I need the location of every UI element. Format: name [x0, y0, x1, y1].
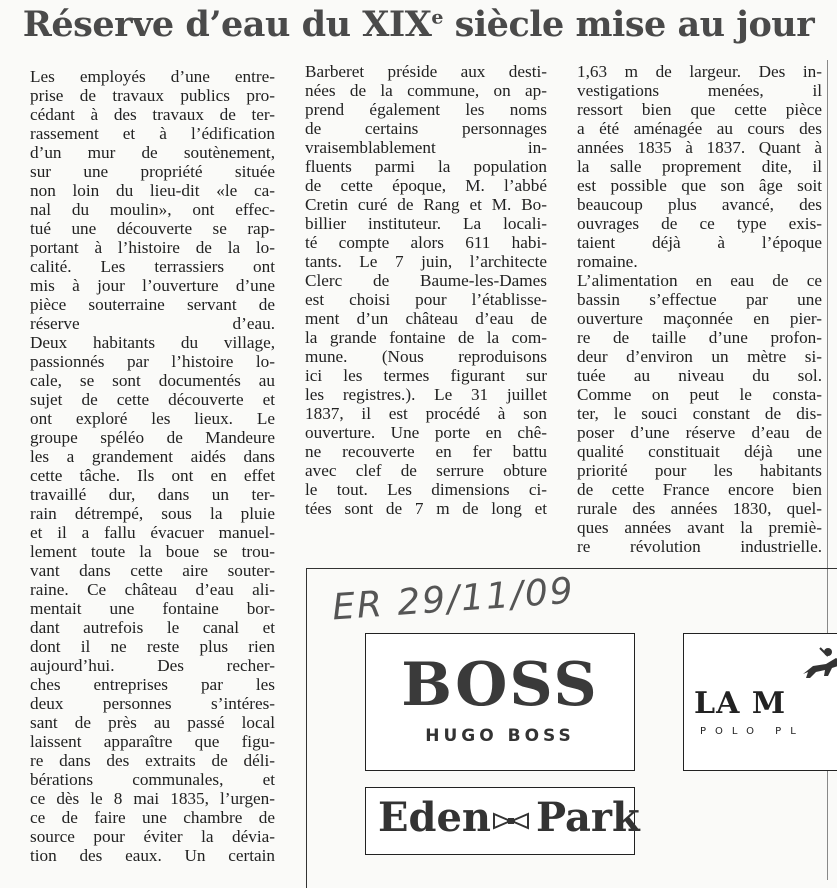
article-line: mis à jour l’ouverture d’une: [30, 276, 275, 295]
article-line: laissent apparaître que figu-: [30, 732, 275, 751]
article-line: calité. Les terrassiers ont: [30, 257, 275, 276]
article-line: tuée au niveau du sol.: [577, 366, 822, 385]
article-column-1: [30, 67, 275, 865]
article-line: est choisi pour l’établisse-: [305, 290, 547, 309]
article-line: 1837, il est procédé à son: [305, 404, 547, 423]
headline-rest: siècle mise au jour: [442, 4, 815, 45]
article-line: nal du moulin», ont effec-: [30, 200, 275, 219]
lamartina-logo: LA M: [694, 686, 787, 721]
article-line: re dans des extraits de déli-: [30, 751, 275, 770]
article-line: poser d’une réserve d’eau de: [577, 423, 822, 442]
article-line: portant à l’histoire de la lo-: [30, 238, 275, 257]
boss-ad: [365, 633, 635, 771]
article-column-3: [577, 62, 822, 556]
article-line: romaine.: [577, 252, 638, 271]
article-line: re de taille d’une profon-: [577, 328, 822, 347]
article-line: ce dès le 8 mai 1835, l’urgen-: [30, 789, 275, 808]
article-line: re révolution industrielle.: [577, 537, 822, 556]
article-line: de certains personnages: [305, 119, 547, 138]
article-line: Clerc de Baume-les-Dames: [305, 271, 547, 290]
article-line: mune. (Nous reproduisons: [305, 347, 547, 366]
article-line: dant autrefois le canal et: [30, 618, 275, 637]
article-line: mentait une fontaine bor-: [30, 599, 275, 618]
article-line: le tout. Les dimensions ci-: [305, 480, 547, 499]
article-line: fluents parmi la population: [305, 157, 547, 176]
article-line: ouverture maçonnée en pier-: [577, 309, 822, 328]
article-line: les a grandement aidés dans: [30, 447, 275, 466]
article-line: 1,63 m de largeur. Des in-: [577, 62, 822, 81]
article-line: ressort bien que cette pièce: [577, 100, 822, 119]
article-line: et il a fallu évacuer manuel-: [30, 523, 275, 542]
article-line: té compte alors 611 habi-: [305, 233, 547, 252]
article-line: vant dans cette aire souter-: [30, 561, 275, 580]
article-line: tées sont de 7 m de long et: [305, 499, 547, 518]
article-line: bérations communales, et: [30, 770, 275, 789]
article-line: cette tâche. Ils ont en effet: [30, 466, 275, 485]
article-line: passionnés par l’histoire lo-: [30, 352, 275, 371]
article-line: groupe spéléo de Mandeure: [30, 428, 275, 447]
article-line: Cretin curé de Rang et M. Bo-: [305, 195, 547, 214]
article-line: cédant à des travaux de ter-: [30, 105, 275, 124]
article-line: priorité pour les habitants: [577, 461, 822, 480]
article-line: la grande fontaine de la com-: [305, 328, 547, 347]
article-line: qualité constituait déjà une: [577, 442, 822, 461]
handwritten-date-note: ER 29/11/09: [330, 570, 577, 629]
article-line: prise de travaux publics pro-: [30, 86, 275, 105]
article-line: tants. Le 7 juin, l’architecte: [305, 252, 547, 271]
advertisement-block: [306, 568, 837, 888]
article-headline: [0, 4, 837, 45]
article-line: L’alimentation en eau de ce: [577, 271, 822, 290]
article-line: sant de près au passé local: [30, 713, 275, 732]
article-line: bassin s’effectue par une: [577, 290, 822, 309]
article-line: deux personnes s’intéres-: [30, 694, 275, 713]
article-line: source pour éviter la dévia-: [30, 827, 275, 846]
article-line: raine. Ce château d’eau ali-: [30, 580, 275, 599]
article-line: ce de faire une chambre de: [30, 808, 275, 827]
article-line: ont exploré les lieux. Le: [30, 409, 275, 428]
headline-superscript: e: [431, 6, 443, 29]
bowtie-icon: [492, 812, 530, 830]
headline-text: Réserve d’eau du XIX: [22, 4, 432, 45]
article-line: Barberet préside aux desti-: [305, 62, 547, 81]
article-line: prend également les noms: [305, 100, 547, 119]
polo-player-icon: [798, 644, 837, 684]
article-line: ter, le souci constant de dis-: [577, 404, 822, 423]
eden-park-ad: [365, 787, 640, 855]
article-line: billier instituteur. La locali-: [305, 214, 547, 233]
park-word: Park: [536, 794, 640, 841]
lamartina-ad: [683, 633, 837, 771]
article-line: ouvrages de ce type exis-: [577, 214, 822, 233]
article-line: ne recouverte en fer battu: [305, 442, 547, 461]
article-line: vraisemblablement in-: [305, 138, 547, 157]
article-line: Les employés d’une entre-: [30, 67, 275, 86]
article-line: de cette époque, M. l’abbé: [305, 176, 547, 195]
article-line: ici les termes figurant sur: [305, 366, 547, 385]
article-line: années 1835 à 1837. Quant à: [577, 138, 822, 157]
article-line: ches entreprises par les: [30, 675, 275, 694]
article-line: deur d’environ un mètre si-: [577, 347, 822, 366]
article-line: beaucoup plus avancé, des: [577, 195, 822, 214]
article-line: les registres.). Le 31 juillet: [305, 385, 547, 404]
eden-word: Eden: [378, 794, 491, 841]
article-line: a été aménagée au cours des: [577, 119, 822, 138]
article-line: ouverture. Une porte en chê-: [305, 423, 547, 442]
article-line: est possible que son âge soit: [577, 176, 822, 195]
article-line: vestigations menées, il: [577, 81, 822, 100]
article-line: dont il ne reste plus rien: [30, 637, 275, 656]
article-line: d’un mur de soutènement,: [30, 143, 275, 162]
article-line: sur une propriété située: [30, 162, 275, 181]
article-line: ques années avant la premiè-: [577, 518, 822, 537]
article-line: tion des eaux. Un certain: [30, 846, 275, 865]
article-line: pièce souterraine servant de: [30, 295, 275, 314]
article-line: tué une découverte se rap-: [30, 219, 275, 238]
article-line: de cette France encore bien: [577, 480, 822, 499]
article-line: la salle proprement dite, il: [577, 157, 822, 176]
article-line: nées de la commune, on ap-: [305, 81, 547, 100]
article-line: réserve d’eau.: [30, 314, 275, 333]
article-line: avec clef de serrure obture: [305, 461, 547, 480]
article-line: Comme on peut le consta-: [577, 385, 822, 404]
article-line: non loin du lieu-dit «le ca-: [30, 181, 275, 200]
hugo-boss-label: HUGO BOSS: [425, 726, 575, 746]
article-line: rain détrempé, sous la pluie: [30, 504, 275, 523]
lamartina-subtitle: POLO PL: [700, 726, 805, 737]
article-line: travaillé dur, dans un ter-: [30, 485, 275, 504]
article-line: taient déjà à l’époque: [577, 233, 822, 252]
article-line: rurale des années 1830, quel-: [577, 499, 822, 518]
article-line: rassement et à l’édification: [30, 124, 275, 143]
article-line: sujet de cette découverte et: [30, 390, 275, 409]
boss-logo: BOSS: [401, 650, 599, 720]
article-column-2: [305, 62, 547, 518]
article-line: Deux habitants du village,: [30, 333, 275, 352]
article-line: cale, se sont documentés au: [30, 371, 275, 390]
article-line: ment d’un château d’eau de: [305, 309, 547, 328]
article-line: lement toute la boue se trou-: [30, 542, 275, 561]
article-line: aujourd’hui. Des recher-: [30, 656, 275, 675]
